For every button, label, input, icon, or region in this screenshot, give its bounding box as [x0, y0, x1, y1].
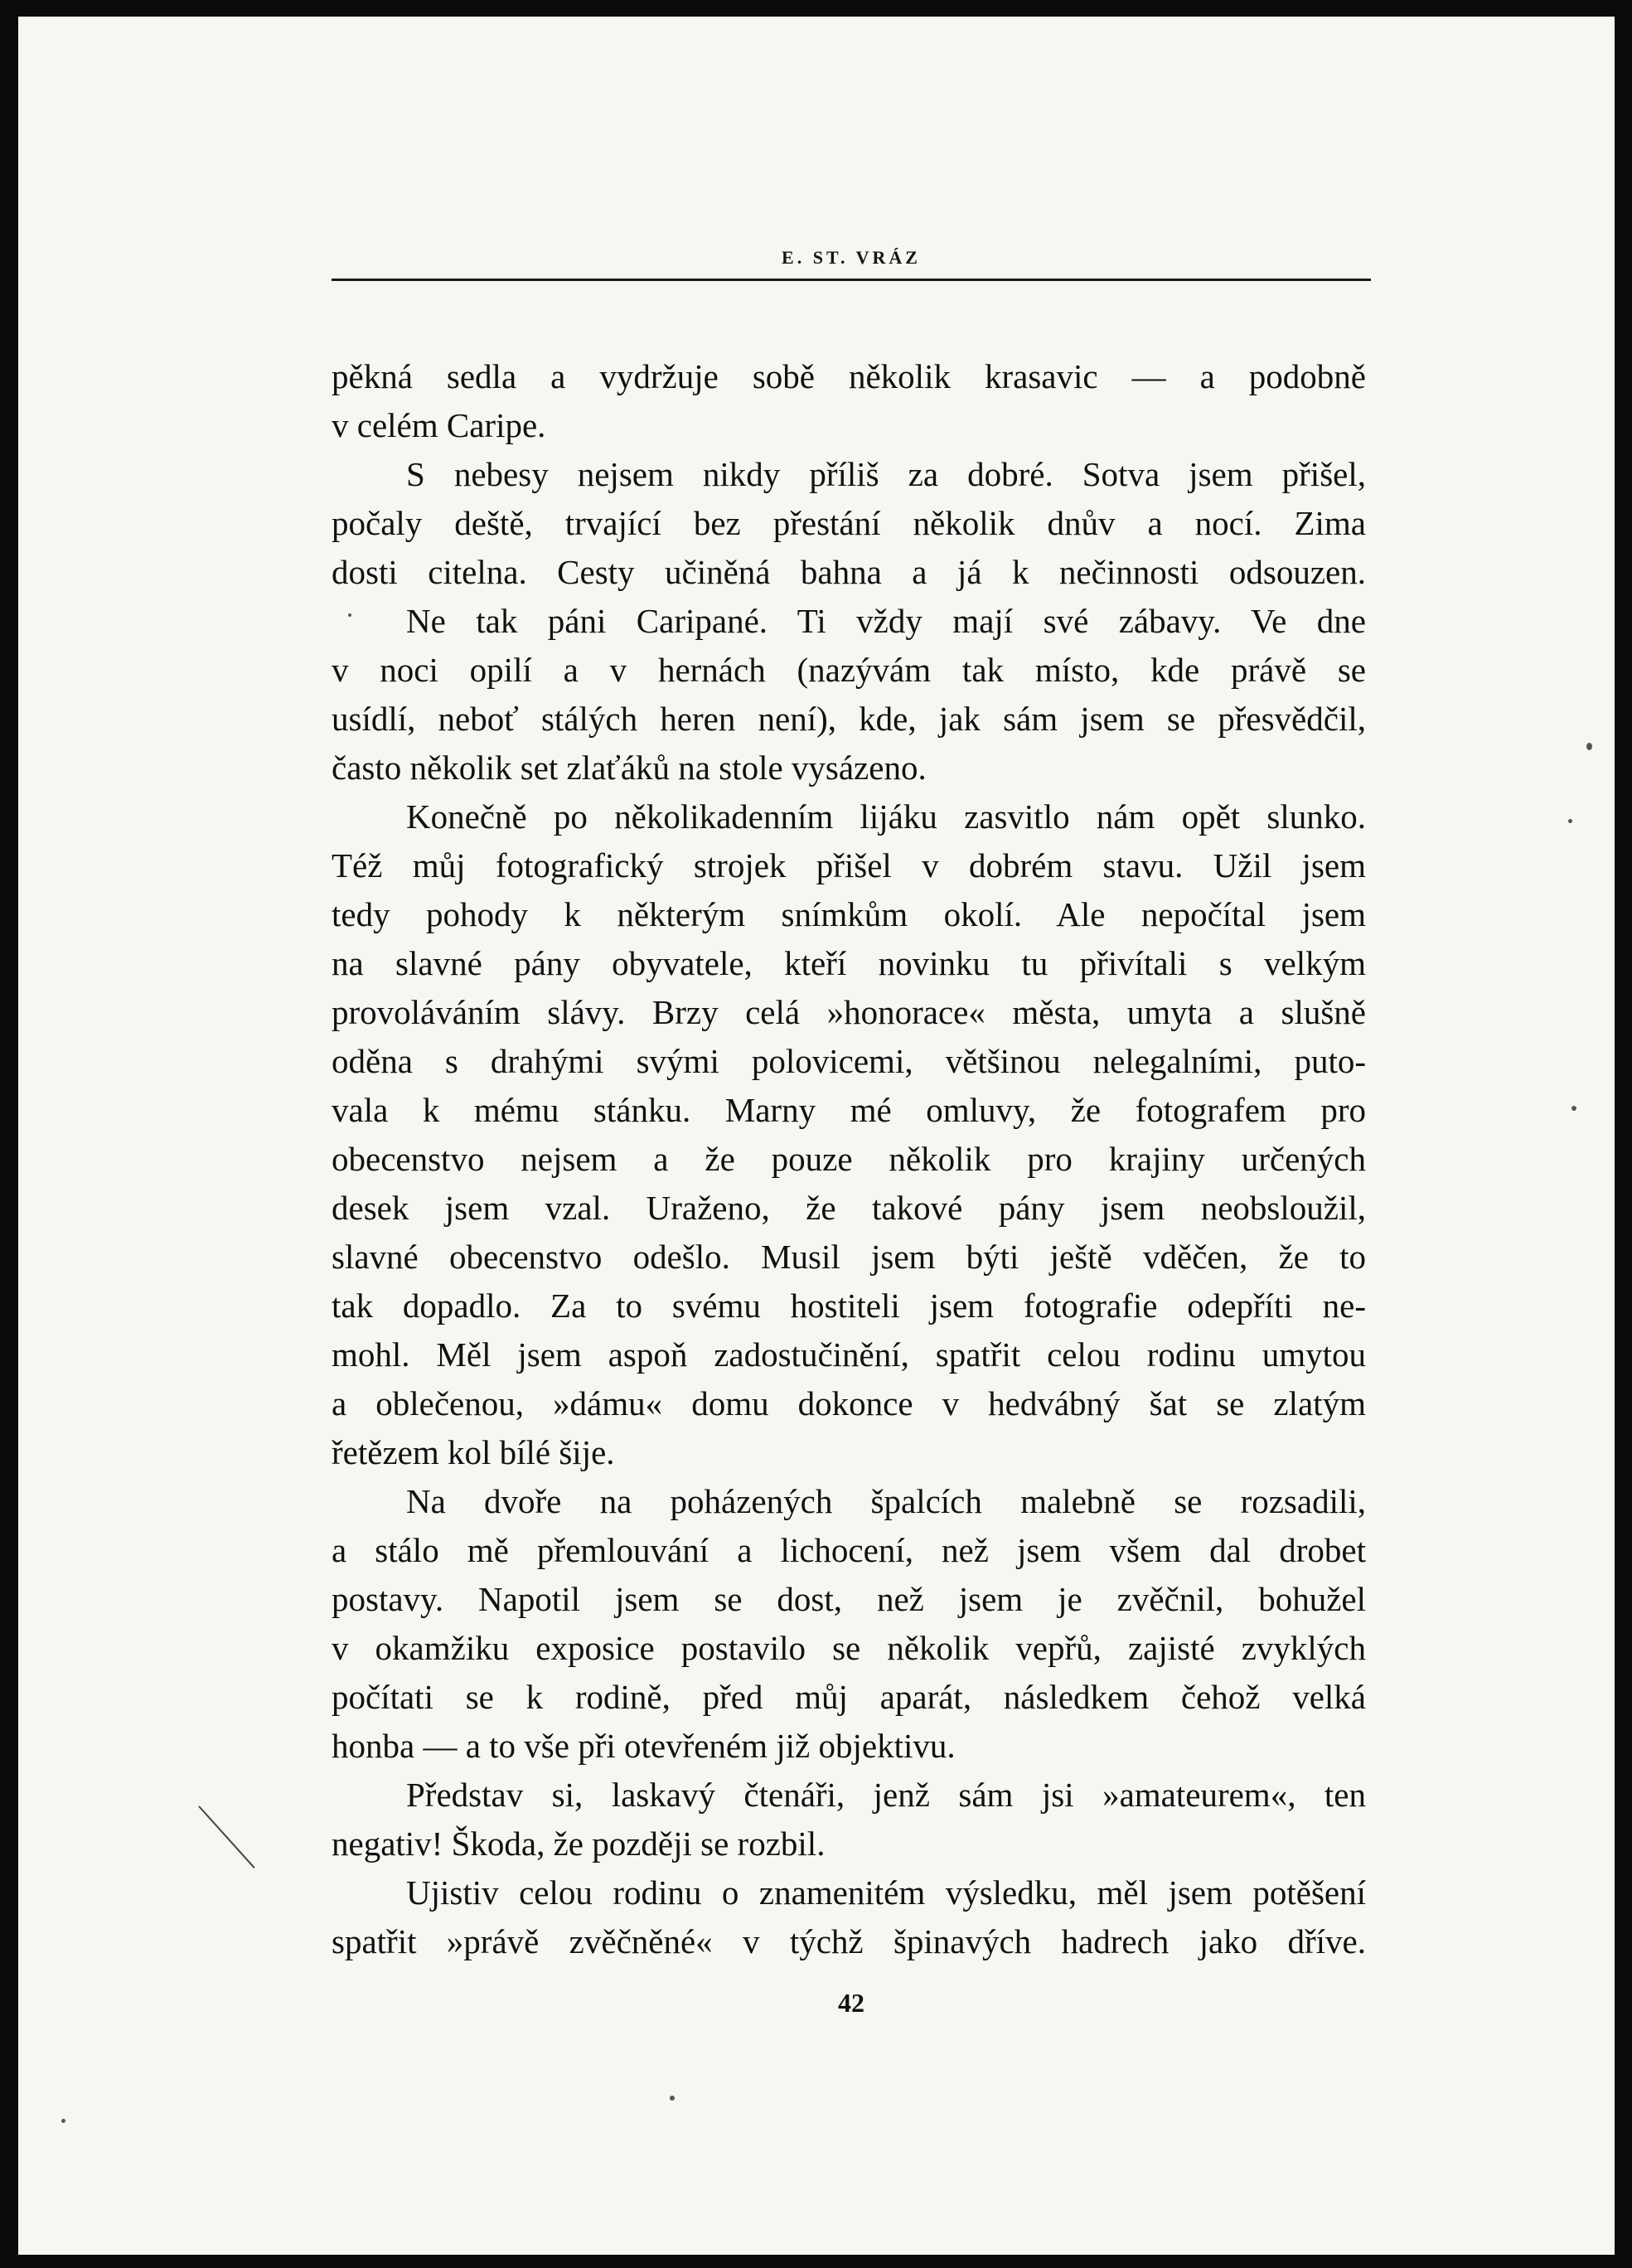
text-line: Na dvoře na poházených špalcích malebně se rozsadili, [406, 1482, 1366, 1520]
text-line: v okamžiku exposice postavilo se několik vepřů, zajisté zvyklých [332, 1629, 1366, 1667]
page-number: 42 [838, 1988, 864, 2018]
text-line: Též můj fotografický strojek přišel v dobrém stavu. Užil jsem [332, 846, 1366, 884]
text-line: S nebesy nejsem nikdy příliš za dobré. Sotva jsem přišel, [406, 455, 1366, 493]
text-line: dosti citelna. Cesty učiněná bahna a já k nečinnosti odsouzen. [332, 553, 1366, 591]
text-line: honba — a to vše při otevřeném již objektivu. [332, 1727, 956, 1765]
text-line: obecenstvo nejsem a že pouze několik pro krajiny určených [332, 1140, 1366, 1178]
text-line: vala k mému stánku. Marny mé omluvy, že fotografem pro [332, 1091, 1366, 1129]
text-line: spatřit »právě zvěčněné« v týchž špinavých hadrech jako dříve. [332, 1922, 1366, 1960]
scan-speck [1586, 743, 1592, 750]
scan-speck [61, 2119, 65, 2123]
text-line: počaly deště, trvající bez přestání několik dnův a nocí. Zima [332, 504, 1366, 542]
text-line: desek jsem vzal. Uraženo, že takové pány jsem neobsloužil, [332, 1189, 1366, 1227]
book-page [18, 17, 1615, 2255]
text-line: tak dopadlo. Za to svému hostiteli jsem fotografie odepříti ne- [332, 1287, 1366, 1325]
text-line: usídlí, neboť stálých heren není), kde, jak sám jsem se přesvědčil, [332, 700, 1366, 738]
text-line: tedy pohody k některým snímkům okolí. Ale nepočítal jsem [332, 895, 1366, 933]
text-line: mohl. Měl jsem aspoň zadostučinění, spatřit celou rodinu umytou [332, 1335, 1366, 1374]
text-line: na slavné pány obyvatele, kteří novinku tu přivítali s velkým [332, 944, 1366, 982]
text-line: Konečně po několikadenním lijáku zasvitlo nám opět slunko. [406, 797, 1366, 836]
text-line: počítati se k rodině, před můj aparát, následkem čehož velká [332, 1678, 1366, 1716]
text-line: postavy. Napotil jsem se dost, než jsem je zvěčnil, bohužel [332, 1580, 1366, 1618]
scan-scratch [198, 1805, 254, 1868]
text-line: pěkná sedla a vydržuje sobě několik krasavic — a podobně [332, 357, 1366, 395]
scan-speck [1571, 1106, 1576, 1111]
scan-speck [1568, 819, 1572, 823]
text-line: v celém Caripe. [332, 406, 546, 444]
text-line: oděna s drahými svými polovicemi, většinou nelegalními, puto- [332, 1042, 1366, 1080]
text-line: často několik set zlaťáků na stole vysázeno. [332, 749, 927, 787]
text-line: řetězem kol bílé šije. [332, 1433, 615, 1471]
body-text [332, 352, 1366, 1966]
text-line: a stálo mě přemlouvání a lichocení, než jsem všem dal drobet [332, 1531, 1366, 1569]
text-line: a oblečenou, »dámu« domu dokonce v hedvábný šat se zlatým [332, 1384, 1366, 1422]
text-line: provoláváním slávy. Brzy celá »honorace« města, umyta a slušně [332, 993, 1366, 1031]
text-line: Ne tak páni Caripané. Ti vždy mají své zábavy. Ve dne [406, 602, 1366, 640]
scan-speck [670, 2096, 675, 2101]
text-line: Ujistiv celou rodinu o znamenitém výsledku, měl jsem potěšení [406, 1873, 1366, 1912]
scan-speck [348, 613, 351, 617]
text-line: negativ! Škoda, že později se rozbil. [332, 1825, 826, 1863]
text-line: slavné obecenstvo odešlo. Musil jsem býti ještě vděčen, že to [332, 1238, 1366, 1276]
running-head: E. ST. VRÁZ [782, 247, 921, 268]
header-rule [332, 279, 1371, 281]
text-line: v noci opilí a v hernách (nazývám tak místo, kde právě se [332, 651, 1366, 689]
text-line: Představ si, laskavý čtenáři, jenž sám jsi »amateurem«, ten [406, 1776, 1366, 1814]
